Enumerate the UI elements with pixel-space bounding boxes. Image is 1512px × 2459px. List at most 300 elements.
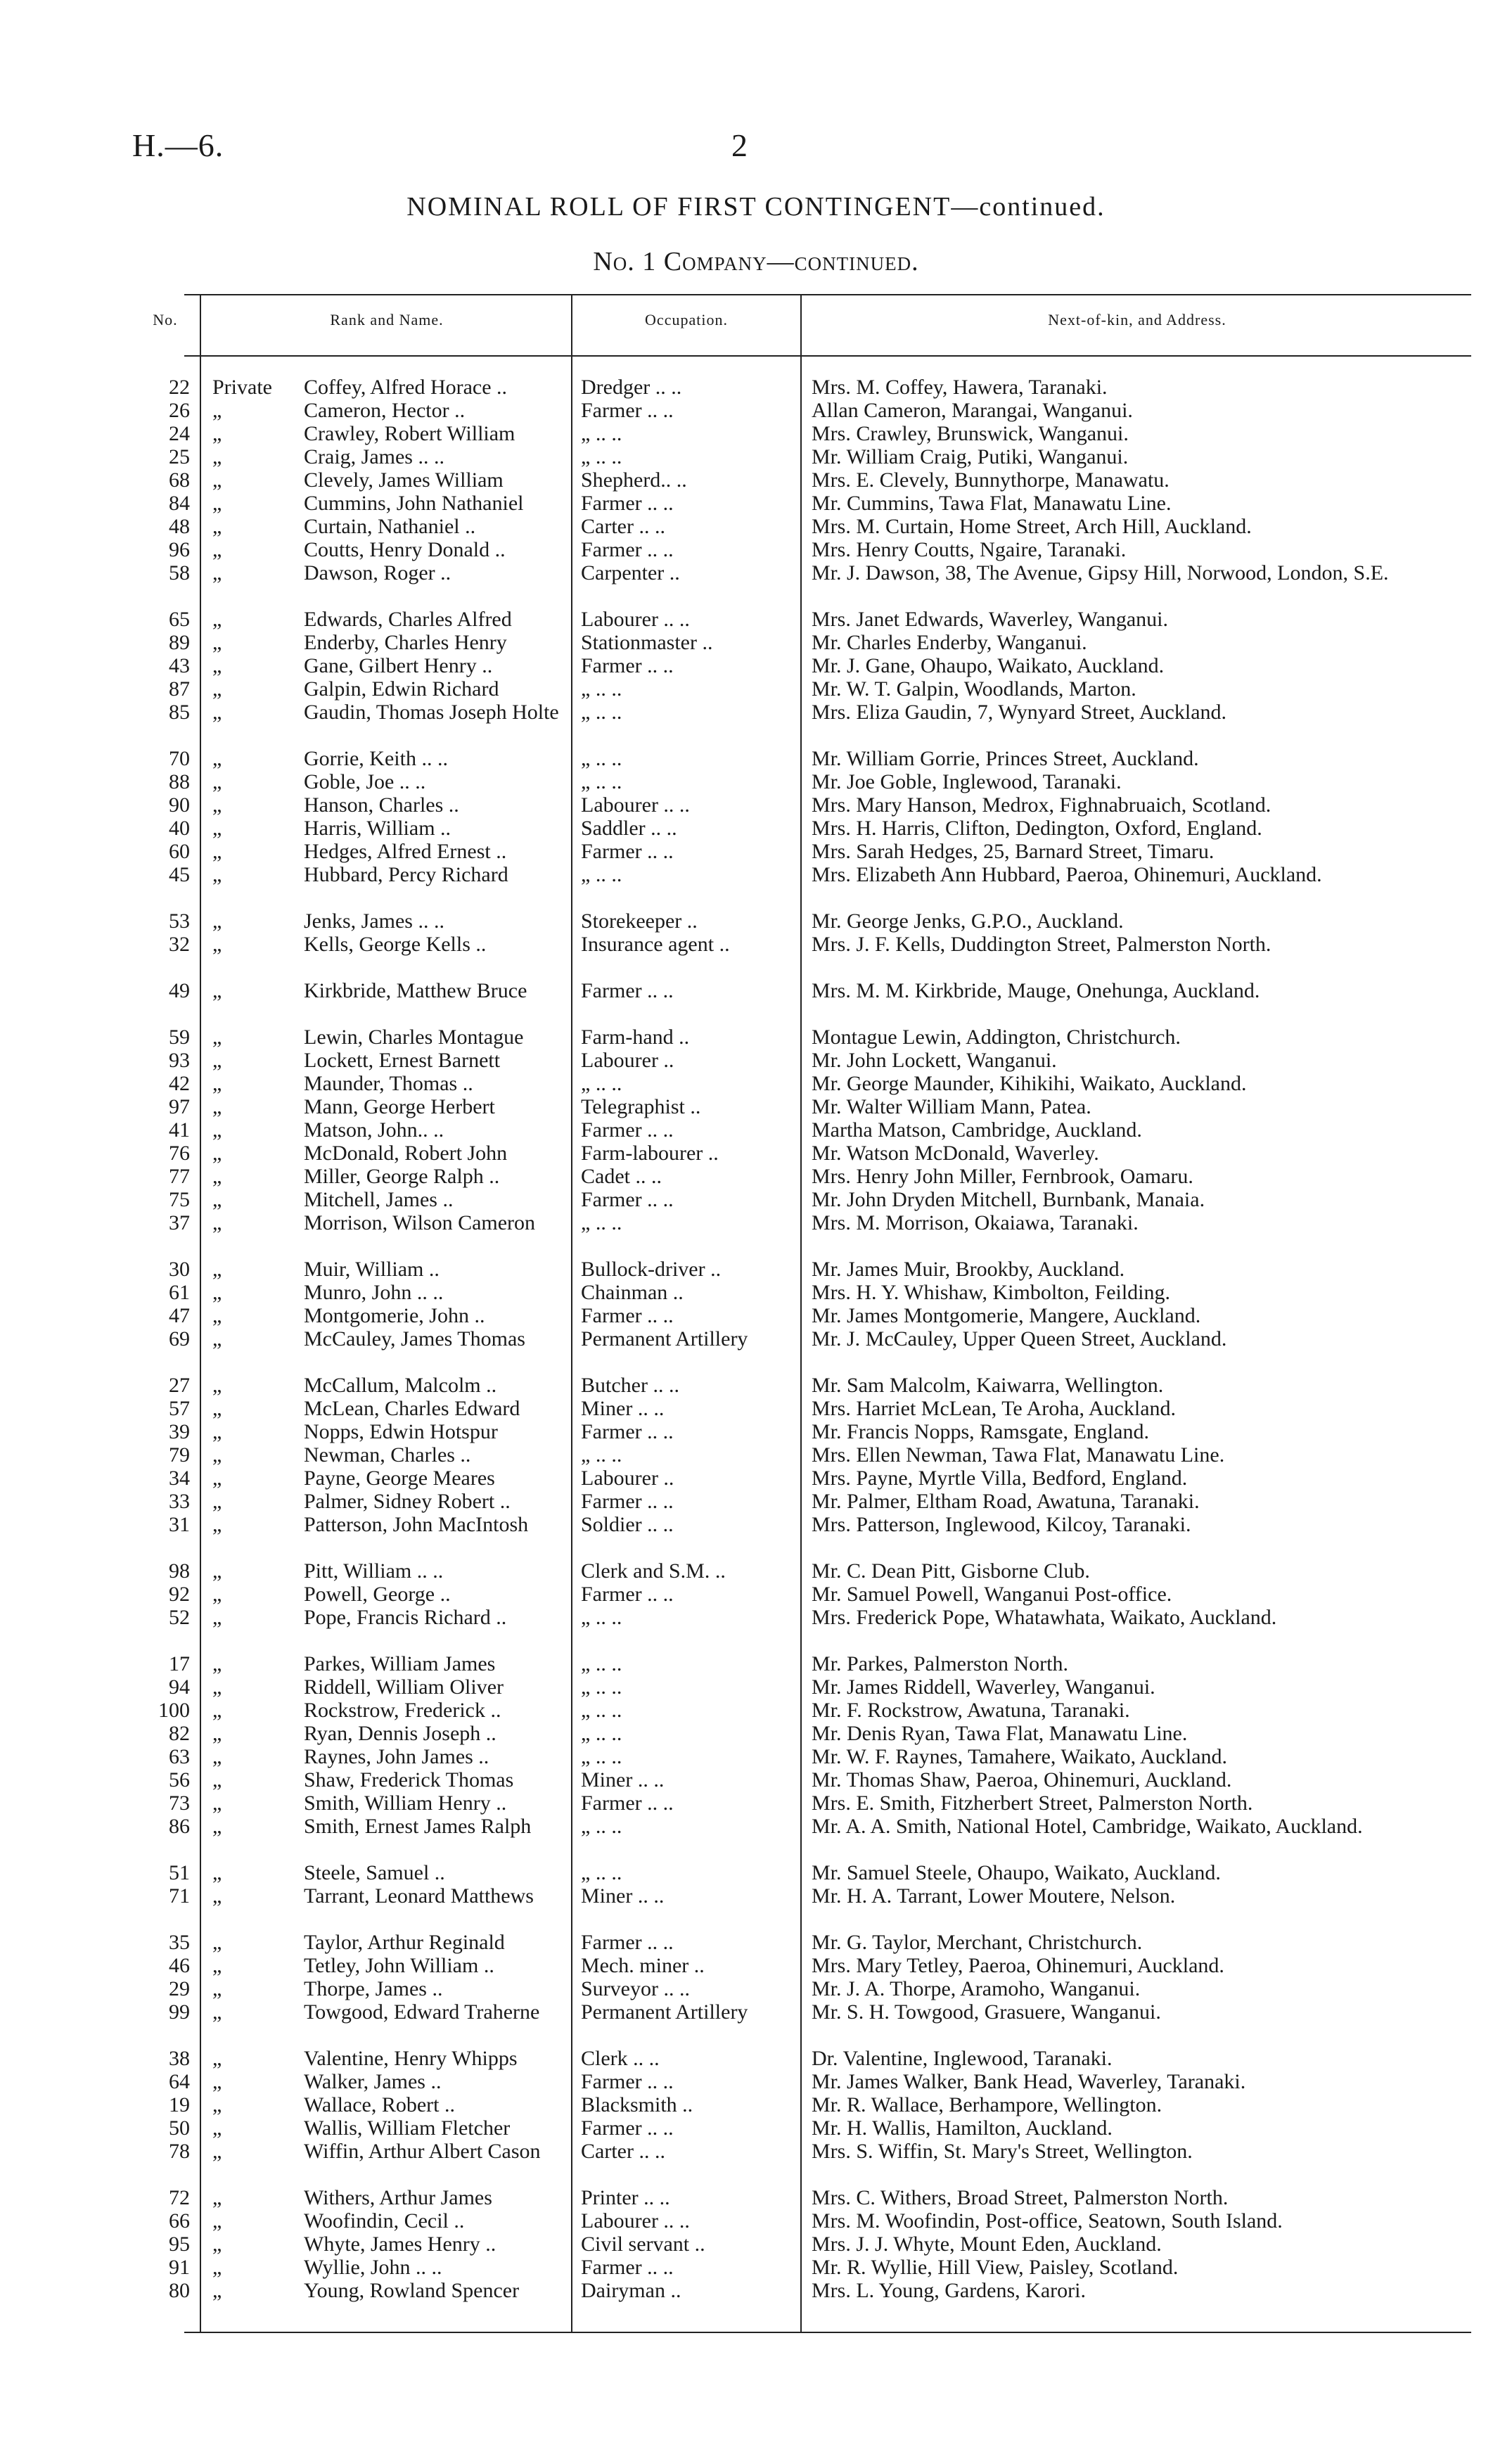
service-number: 87: [169, 677, 190, 701]
occupation: Surveyor .. ..: [581, 1977, 690, 2000]
next-of-kin-address: Mr. John Dryden Mitchell, Burnbank, Manaia.: [812, 1188, 1205, 1211]
occupation: „ .. ..: [581, 1815, 622, 1838]
next-of-kin-address: Mr. Walter William Mann, Patea.: [812, 1095, 1091, 1118]
next-of-kin-address: Mr. James Walker, Bank Head, Waverley, Taranaki.: [812, 2070, 1246, 2093]
service-number: 97: [169, 1095, 190, 1118]
soldier-name: Matson, John.. ..: [304, 1118, 444, 1142]
occupation: Clerk .. ..: [581, 2047, 660, 2070]
occupation: „ .. ..: [581, 422, 622, 445]
occupation: Labourer ..: [581, 1467, 674, 1490]
table-row: [0, 445, 1512, 468]
rank: „: [212, 1884, 222, 1908]
next-of-kin-address: Mr. W. F. Raynes, Tamahere, Waikato, Auckland.: [812, 1745, 1228, 1768]
table-row: [0, 1722, 1512, 1745]
soldier-name: Powell, George ..: [304, 1583, 451, 1606]
occupation: Permanent Artillery: [581, 2000, 748, 2024]
table-row: [0, 1652, 1512, 1675]
service-number: 40: [169, 817, 190, 840]
occupation: „ .. ..: [581, 747, 622, 770]
occupation: Labourer ..: [581, 1049, 674, 1072]
table-row: [0, 631, 1512, 654]
service-number: 57: [169, 1397, 190, 1420]
service-number: 30: [169, 1258, 190, 1281]
occupation: Telegraphist ..: [581, 1095, 701, 1118]
service-number: 17: [169, 1652, 190, 1675]
occupation: Storekeeper ..: [581, 909, 698, 933]
table-row: [0, 399, 1512, 422]
next-of-kin-address: Mr. W. T. Galpin, Woodlands, Marton.: [812, 677, 1136, 701]
soldier-name: Lewin, Charles Montague: [304, 1026, 524, 1049]
rank: „: [212, 2070, 222, 2093]
table-row: [0, 2279, 1512, 2302]
service-number: 26: [169, 399, 190, 422]
table-row: [0, 1745, 1512, 1768]
service-number: 45: [169, 863, 190, 886]
rank: „: [212, 1791, 222, 1815]
rank: „: [212, 1583, 222, 1606]
service-number: 64: [169, 2070, 190, 2093]
soldier-name: Payne, George Meares: [304, 1467, 495, 1490]
table-row: [0, 2093, 1512, 2116]
next-of-kin-address: Mrs. L. Young, Gardens, Karori.: [812, 2279, 1086, 2302]
rank: „: [212, 1977, 222, 2000]
soldier-name: Lockett, Ernest Barnett: [304, 1049, 501, 1072]
table-row: [0, 1188, 1512, 1211]
service-number: 91: [169, 2256, 190, 2279]
occupation: Farmer .. ..: [581, 840, 674, 863]
service-number: 77: [169, 1165, 190, 1188]
table-row: [0, 979, 1512, 1026]
soldier-name: Woofindin, Cecil ..: [304, 2209, 465, 2233]
service-number: 33: [169, 1490, 190, 1513]
service-number: 35: [169, 1931, 190, 1954]
next-of-kin-address: Mr. R. Wallace, Berhampore, Wellington.: [812, 2093, 1162, 2116]
soldier-name: Patterson, John MacIntosh: [304, 1513, 529, 1536]
soldier-name: Taylor, Arthur Reginald: [304, 1931, 505, 1954]
table-row: [0, 376, 1512, 399]
occupation: Miner .. ..: [581, 1884, 665, 1908]
service-number: 34: [169, 1467, 190, 1490]
soldier-name: Wyllie, John .. ..: [304, 2256, 442, 2279]
service-number: 71: [169, 1884, 190, 1908]
occupation: Labourer .. ..: [581, 608, 690, 631]
next-of-kin-address: Mrs. H. Y. Whishaw, Kimbolton, Feilding.: [812, 1281, 1171, 1304]
soldier-name: McCauley, James Thomas: [304, 1327, 525, 1350]
rank: „: [212, 445, 222, 468]
table-row: [0, 1884, 1512, 1931]
soldier-name: Cameron, Hector ..: [304, 399, 466, 422]
rank: „: [212, 1374, 222, 1397]
soldier-name: Wallace, Robert ..: [304, 2093, 455, 2116]
soldier-name: Riddell, William Oliver: [304, 1675, 504, 1699]
table-row: [0, 1281, 1512, 1304]
occupation: Printer .. ..: [581, 2186, 670, 2209]
rank: „: [212, 1675, 222, 1699]
table-row: [0, 515, 1512, 538]
occupation: „ .. ..: [581, 1722, 622, 1745]
rank: „: [212, 1931, 222, 1954]
table-row: [0, 1559, 1512, 1583]
soldier-name: Tarrant, Leonard Matthews: [304, 1884, 534, 1908]
rank: „: [212, 2047, 222, 2070]
soldier-name: Young, Rowland Spencer: [304, 2279, 520, 2302]
service-number: 29: [169, 1977, 190, 2000]
table-row: [0, 1420, 1512, 1443]
soldier-name: Smith, William Henry ..: [304, 1791, 507, 1815]
table-row: [0, 2186, 1512, 2209]
occupation: Farmer .. ..: [581, 1420, 674, 1443]
next-of-kin-address: Allan Cameron, Marangai, Wanganui.: [812, 399, 1133, 422]
occupation: Farmer .. ..: [581, 2116, 674, 2140]
rank: „: [212, 515, 222, 538]
rank: „: [212, 2233, 222, 2256]
rank: „: [212, 1443, 222, 1467]
next-of-kin-address: Mr. A. A. Smith, National Hotel, Cambridge, Waikato, Auckland.: [812, 1815, 1363, 1838]
soldier-name: Thorpe, James ..: [304, 1977, 443, 2000]
table-row: [0, 1443, 1512, 1467]
next-of-kin-address: Mr. James Montgomerie, Mangere, Auckland.: [812, 1304, 1201, 1327]
occupation: „ .. ..: [581, 1675, 622, 1699]
occupation: „ .. ..: [581, 1652, 622, 1675]
soldier-name: Crawley, Robert William: [304, 422, 515, 445]
soldier-name: Enderby, Charles Henry: [304, 631, 507, 654]
service-number: 65: [169, 608, 190, 631]
table-row: [0, 608, 1512, 631]
soldier-name: Coutts, Henry Donald ..: [304, 538, 506, 561]
soldier-name: Palmer, Sidney Robert ..: [304, 1490, 511, 1513]
soldier-name: Hubbard, Percy Richard: [304, 863, 508, 886]
soldier-name: Pope, Francis Richard ..: [304, 1606, 507, 1629]
rank: „: [212, 1513, 222, 1536]
nominal-roll-table: [0, 376, 1512, 2302]
rank: „: [212, 793, 222, 817]
soldier-name: Clevely, James William: [304, 468, 504, 492]
rank: „: [212, 2279, 222, 2302]
next-of-kin-address: Mrs. M. Coffey, Hawera, Taranaki.: [812, 376, 1108, 399]
occupation: Bullock-driver ..: [581, 1258, 722, 1281]
next-of-kin-address: Mrs. Crawley, Brunswick, Wanganui.: [812, 422, 1129, 445]
table-top-rule: [184, 294, 1471, 295]
service-number: 61: [169, 1281, 190, 1304]
next-of-kin-address: Mrs. E. Clevely, Bunnythorpe, Manawatu.: [812, 468, 1170, 492]
service-number: 51: [169, 1861, 190, 1884]
service-number: 80: [169, 2279, 190, 2302]
rank: „: [212, 1606, 222, 1629]
next-of-kin-address: Mr. Thomas Shaw, Paeroa, Ohinemuri, Auckland.: [812, 1768, 1232, 1791]
table-bottom-rule: [184, 2332, 1471, 2333]
table-row: [0, 1026, 1512, 1049]
table-row: [0, 1072, 1512, 1095]
next-of-kin-address: Mr. Sam Malcolm, Kaiwarra, Wellington.: [812, 1374, 1164, 1397]
soldier-name: Tetley, John William ..: [304, 1954, 494, 1977]
service-number: 93: [169, 1049, 190, 1072]
soldier-name: Shaw, Frederick Thomas: [304, 1768, 514, 1791]
service-number: 78: [169, 2140, 190, 2163]
occupation: Farmer .. ..: [581, 538, 674, 561]
table-header-rule: [184, 355, 1471, 357]
rank: „: [212, 1420, 222, 1443]
next-of-kin-address: Mr. H. A. Tarrant, Lower Moutere, Nelson.: [812, 1884, 1176, 1908]
next-of-kin-address: Martha Matson, Cambridge, Auckland.: [812, 1118, 1142, 1142]
table-row: [0, 1675, 1512, 1699]
occupation: „ .. ..: [581, 1699, 622, 1722]
soldier-name: Edwards, Charles Alfred: [304, 608, 512, 631]
occupation: Soldier .. ..: [581, 1513, 674, 1536]
page-number: 2: [731, 127, 748, 163]
next-of-kin-address: Mrs. M. Morrison, Okaiawa, Taranaki.: [812, 1211, 1139, 1234]
rank: „: [212, 2116, 222, 2140]
rank: „: [212, 1165, 222, 1188]
service-number: 88: [169, 770, 190, 793]
next-of-kin-address: Mr. Cummins, Tawa Flat, Manawatu Line.: [812, 492, 1172, 515]
service-number: 49: [169, 979, 190, 1002]
soldier-name: Steele, Samuel ..: [304, 1861, 445, 1884]
occupation: Farm-labourer ..: [581, 1142, 719, 1165]
rank: „: [212, 2256, 222, 2279]
rank: „: [212, 1118, 222, 1142]
service-number: 73: [169, 1791, 190, 1815]
occupation: Farmer .. ..: [581, 1931, 674, 1954]
service-number: 46: [169, 1954, 190, 1977]
next-of-kin-address: Mrs. Payne, Myrtle Villa, Bedford, England.: [812, 1467, 1188, 1490]
soldier-name: Goble, Joe .. ..: [304, 770, 426, 793]
soldier-name: McDonald, Robert John: [304, 1142, 508, 1165]
occupation: „ .. ..: [581, 1861, 622, 1884]
rank: „: [212, 863, 222, 886]
page-subtitle: No. 1 Company—continued.: [593, 247, 919, 276]
service-number: 94: [169, 1675, 190, 1699]
table-row: [0, 2209, 1512, 2233]
rank: „: [212, 631, 222, 654]
next-of-kin-address: Mr. Joe Goble, Inglewood, Taranaki.: [812, 770, 1122, 793]
table-row: [0, 1699, 1512, 1722]
column-header-occupation: Occupation.: [645, 311, 728, 328]
table-row: [0, 1977, 1512, 2000]
service-number: 92: [169, 1583, 190, 1606]
table-row: [0, 1513, 1512, 1559]
soldier-name: Raynes, John James ..: [304, 1745, 489, 1768]
table-row: [0, 2047, 1512, 2070]
next-of-kin-address: Mr. Charles Enderby, Wanganui.: [812, 631, 1087, 654]
soldier-name: Withers, Arthur James: [304, 2186, 492, 2209]
soldier-name: Jenks, James .. ..: [304, 909, 444, 933]
occupation: Farmer .. ..: [581, 979, 674, 1002]
next-of-kin-address: Mr. J. Dawson, 38, The Avenue, Gipsy Hill, Norwood, London, S.E.: [812, 561, 1389, 585]
occupation: Farmer .. ..: [581, 1791, 674, 1815]
soldier-name: Gorrie, Keith .. ..: [304, 747, 448, 770]
table-row: [0, 863, 1512, 909]
table-row: [0, 1490, 1512, 1513]
next-of-kin-address: Mr. Samuel Steele, Ohaupo, Waikato, Auckland.: [812, 1861, 1221, 1884]
table-row: [0, 793, 1512, 817]
next-of-kin-address: Mrs. Sarah Hedges, 25, Barnard Street, Timaru.: [812, 840, 1215, 863]
soldier-name: Newman, Charles ..: [304, 1443, 471, 1467]
soldier-name: Parkes, William James: [304, 1652, 496, 1675]
next-of-kin-address: Mrs. M. M. Kirkbride, Mauge, Onehunga, Auckland.: [812, 979, 1260, 1002]
table-row: [0, 701, 1512, 747]
rank: „: [212, 747, 222, 770]
service-number: 95: [169, 2233, 190, 2256]
service-number: 41: [169, 1118, 190, 1142]
soldier-name: Kells, George Kells ..: [304, 933, 487, 956]
soldier-name: Miller, George Ralph ..: [304, 1165, 500, 1188]
occupation: Dredger .. ..: [581, 376, 682, 399]
rank: „: [212, 1281, 222, 1304]
soldier-name: Kirkbride, Matthew Bruce: [304, 979, 527, 1002]
occupation: Chainman ..: [581, 1281, 684, 1304]
service-number: 58: [169, 561, 190, 585]
service-number: 22: [169, 376, 190, 399]
table-row: [0, 1791, 1512, 1815]
rank: „: [212, 654, 222, 677]
occupation: Civil servant ..: [581, 2233, 705, 2256]
next-of-kin-address: Mrs. Henry Coutts, Ngaire, Taranaki.: [812, 538, 1127, 561]
table-row: [0, 1374, 1512, 1397]
service-number: 99: [169, 2000, 190, 2024]
table-row: [0, 840, 1512, 863]
soldier-name: Valentine, Henry Whipps: [304, 2047, 518, 2070]
occupation: „ .. ..: [581, 863, 622, 886]
soldier-name: Whyte, James Henry ..: [304, 2233, 496, 2256]
soldier-name: Cummins, John Nathaniel: [304, 492, 524, 515]
table-row: [0, 1258, 1512, 1281]
table-row: [0, 1768, 1512, 1791]
next-of-kin-address: Mrs. S. Wiffin, St. Mary's Street, Wellington.: [812, 2140, 1193, 2163]
rank: „: [212, 677, 222, 701]
occupation: Mech. miner ..: [581, 1954, 705, 1977]
occupation: „ .. ..: [581, 1606, 622, 1629]
next-of-kin-address: Mr. William Craig, Putiki, Wanganui.: [812, 445, 1129, 468]
next-of-kin-address: Mrs. C. Withers, Broad Street, Palmerston North.: [812, 2186, 1229, 2209]
column-header-next-of-kin: Next-of-kin, and Address.: [1048, 311, 1226, 328]
soldier-name: Pitt, William .. ..: [304, 1559, 444, 1583]
service-number: 85: [169, 701, 190, 724]
occupation: Cadet .. ..: [581, 1165, 662, 1188]
next-of-kin-address: Mrs. Patterson, Inglewood, Kilcoy, Taranaki.: [812, 1513, 1191, 1536]
table-row: [0, 2233, 1512, 2256]
next-of-kin-address: Mr. C. Dean Pitt, Gisborne Club.: [812, 1559, 1090, 1583]
table-row: [0, 909, 1512, 933]
table-row: [0, 2116, 1512, 2140]
rank: „: [212, 1467, 222, 1490]
occupation: Farmer .. ..: [581, 492, 674, 515]
next-of-kin-address: Mrs. Eliza Gaudin, 7, Wynyard Street, Auckland.: [812, 701, 1227, 724]
occupation: Labourer .. ..: [581, 2209, 690, 2233]
table-row: [0, 2070, 1512, 2093]
next-of-kin-address: Mrs. E. Smith, Fitzherbert Street, Palmerston North.: [812, 1791, 1253, 1815]
soldier-name: Towgood, Edward Traherne: [304, 2000, 540, 2024]
page-title: NOMINAL ROLL OF FIRST CONTINGENT—continued.: [406, 192, 1106, 222]
service-number: 25: [169, 445, 190, 468]
service-number: 38: [169, 2047, 190, 2070]
next-of-kin-address: Mrs. Elizabeth Ann Hubbard, Paeroa, Ohinemuri, Auckland.: [812, 863, 1322, 886]
next-of-kin-address: Mrs. Ellen Newman, Tawa Flat, Manawatu Line.: [812, 1443, 1225, 1467]
next-of-kin-address: Mrs. Frederick Pope, Whatawhata, Waikato, Auckland.: [812, 1606, 1277, 1629]
column-header-rank-name: Rank and Name.: [330, 311, 444, 328]
service-number: 68: [169, 468, 190, 492]
service-number: 52: [169, 1606, 190, 1629]
rank: „: [212, 1188, 222, 1211]
rank: „: [212, 492, 222, 515]
table-row: [0, 747, 1512, 770]
occupation: Farmer .. ..: [581, 654, 674, 677]
table-row: [0, 2140, 1512, 2186]
occupation: Farmer .. ..: [581, 2256, 674, 2279]
service-number: 84: [169, 492, 190, 515]
table-row: [0, 1142, 1512, 1165]
rank: „: [212, 2140, 222, 2163]
column-header-no: No.: [153, 311, 178, 328]
occupation: Farmer .. ..: [581, 1583, 674, 1606]
rank: „: [212, 1490, 222, 1513]
soldier-name: Craig, James .. ..: [304, 445, 444, 468]
rank: „: [212, 468, 222, 492]
next-of-kin-address: Mr. George Jenks, G.P.O., Auckland.: [812, 909, 1124, 933]
service-number: 100: [158, 1699, 190, 1722]
soldier-name: Ryan, Dennis Joseph ..: [304, 1722, 496, 1745]
next-of-kin-address: Mrs. M. Curtain, Home Street, Arch Hill, Auckland.: [812, 515, 1252, 538]
rank: „: [212, 2209, 222, 2233]
service-number: 24: [169, 422, 190, 445]
service-number: 19: [169, 2093, 190, 2116]
rank: „: [212, 2186, 222, 2209]
rank: „: [212, 1026, 222, 1049]
service-number: 43: [169, 654, 190, 677]
occupation: Dairyman ..: [581, 2279, 681, 2302]
table-row: [0, 1861, 1512, 1884]
table-row: [0, 1165, 1512, 1188]
service-number: 90: [169, 793, 190, 817]
next-of-kin-address: Mr. James Riddell, Waverley, Wanganui.: [812, 1675, 1155, 1699]
soldier-name: McCallum, Malcolm ..: [304, 1374, 497, 1397]
next-of-kin-address: Mr. William Gorrie, Princes Street, Auckland.: [812, 747, 1199, 770]
soldier-name: Gane, Gilbert Henry ..: [304, 654, 493, 677]
table-row: [0, 1118, 1512, 1142]
next-of-kin-address: Mr. Parkes, Palmerston North.: [812, 1652, 1068, 1675]
service-number: 98: [169, 1559, 190, 1583]
rank: „: [212, 1095, 222, 1118]
rank: „: [212, 817, 222, 840]
rank: „: [212, 1815, 222, 1838]
next-of-kin-address: Mrs. Harriet McLean, Te Aroha, Auckland.: [812, 1397, 1177, 1420]
table-row: [0, 1211, 1512, 1258]
occupation: Farmer .. ..: [581, 1304, 674, 1327]
next-of-kin-address: Mrs. Henry John Miller, Fernbrook, Oamaru.: [812, 1165, 1193, 1188]
next-of-kin-address: Montague Lewin, Addington, Christchurch.: [812, 1026, 1181, 1049]
occupation: „ .. ..: [581, 701, 622, 724]
rank: „: [212, 2093, 222, 2116]
rank: „: [212, 1861, 222, 1884]
table-row: [0, 1815, 1512, 1861]
service-number: 27: [169, 1374, 190, 1397]
service-number: 53: [169, 909, 190, 933]
occupation: „ .. ..: [581, 770, 622, 793]
rank: „: [212, 1559, 222, 1583]
occupation: „ .. ..: [581, 1072, 622, 1095]
rank: „: [212, 933, 222, 956]
soldier-name: Morrison, Wilson Cameron: [304, 1211, 536, 1234]
soldier-name: McLean, Charles Edward: [304, 1397, 520, 1420]
rank: „: [212, 1258, 222, 1281]
occupation: „ .. ..: [581, 445, 622, 468]
table-row: [0, 677, 1512, 701]
table-row: [0, 468, 1512, 492]
table-row: [0, 1606, 1512, 1652]
occupation: Farmer .. ..: [581, 399, 674, 422]
table-row: [0, 654, 1512, 677]
rank: „: [212, 1304, 222, 1327]
table-row: [0, 538, 1512, 561]
